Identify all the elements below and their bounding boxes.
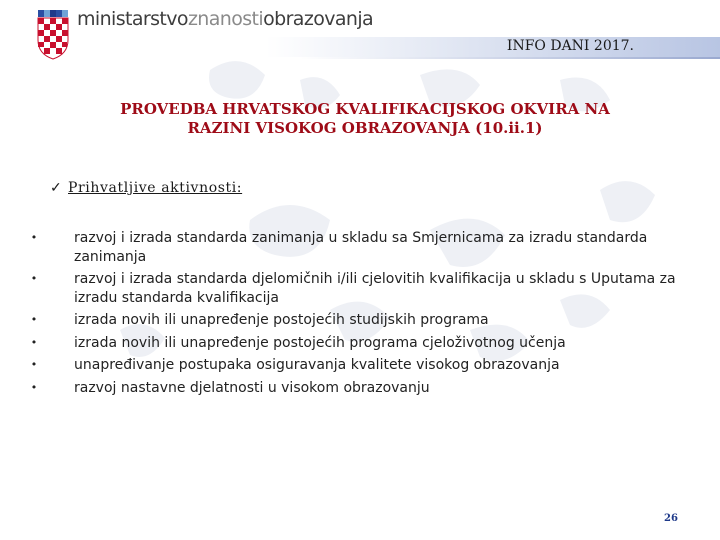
header-band bbox=[266, 37, 720, 57]
logo-text-part2: znanosti bbox=[187, 8, 264, 30]
bullet-icon: • bbox=[30, 380, 38, 394]
list-item bbox=[28, 311, 678, 330]
list-item bbox=[28, 334, 678, 353]
list-item-text: izrada novih ili unapređenje postojećih programa cjeloživotnog učenja bbox=[74, 334, 566, 351]
list-item-text: unapređivanje postupaka osiguravanja kvalitete visokog obrazovanja bbox=[74, 357, 560, 373]
activity-list bbox=[28, 229, 678, 401]
bullet-icon: • bbox=[30, 313, 38, 326]
list-item bbox=[28, 356, 678, 375]
logo-text-part1: ministarstvo bbox=[77, 8, 188, 30]
bullet-icon: • bbox=[30, 335, 38, 349]
check-icon: ✓ bbox=[50, 180, 62, 196]
bullet-icon: • bbox=[30, 272, 38, 285]
subheading-text: Prihvatljive aktivnosti: bbox=[68, 180, 243, 196]
list-item-text: razvoj nastavne djelatnosti u visokom obrazovanju bbox=[74, 379, 430, 396]
slide-title-line-1: PROVEDBA HRVATSKOG KVALIFIKACIJSKOG OKVIRA NA bbox=[120, 100, 610, 118]
list-item bbox=[28, 229, 678, 266]
list-item-text: razvoj i izrada standarda zanimanja u skladu sa Smjernicama za izradu standarda zanimanja bbox=[74, 230, 648, 265]
logo-text-part3: obrazovanja bbox=[263, 8, 374, 30]
slide-title-line-2: RAZINI VISOKOG OBRAZOVANJA (10.ii.1) bbox=[187, 119, 543, 137]
header bbox=[0, 0, 720, 60]
list-item-text: izrada novih ili unapređenje postojećih studijskih programa bbox=[74, 312, 489, 328]
bullet-icon: • bbox=[30, 231, 38, 244]
header-band-line bbox=[300, 57, 720, 59]
header-title: INFO DANI 2017. bbox=[506, 38, 634, 54]
list-item-text: razvoj i izrada standarda djelomičnih i/ili cjelovitih kvalifikacija u skladu s Uputama za izradu standarda kvalifikacija bbox=[74, 271, 676, 306]
list-item bbox=[28, 379, 678, 398]
bullet-icon: • bbox=[30, 358, 38, 371]
list-item bbox=[28, 270, 678, 307]
page-number: 26 bbox=[664, 513, 678, 524]
slide-title bbox=[70, 100, 660, 138]
subheading bbox=[50, 180, 242, 196]
croatian-coat-of-arms-icon bbox=[36, 10, 72, 60]
ministry-logo-text bbox=[77, 8, 373, 30]
